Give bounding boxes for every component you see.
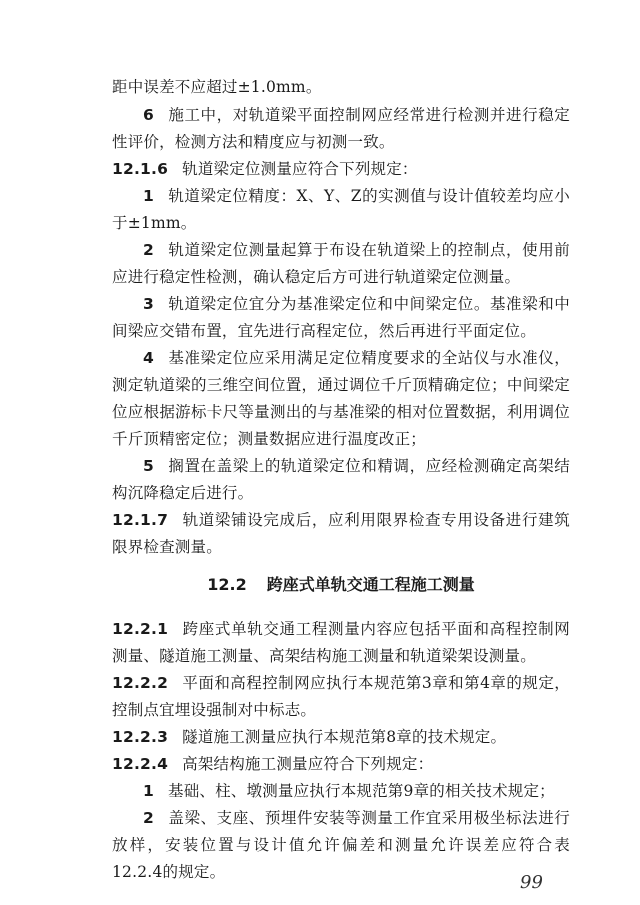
clause-number: 12.2.3 <box>112 728 169 746</box>
item-6 <box>112 102 570 156</box>
text-line: 距中误差不应超过±1.0mm。 <box>112 78 322 96</box>
item-1 <box>112 183 570 237</box>
item-number: 2 <box>143 241 154 259</box>
item-2 <box>112 237 570 291</box>
item-text: 搁置在盖梁上的轨道梁定位和精调，应经检测确定高架结构沉降稳定后进行。 <box>112 457 570 502</box>
clause-12-2-4 <box>112 751 570 778</box>
item-text: 轨道梁定位宜分为基准梁定位和中间梁定位。基准梁和中间梁应交错布置，宜先进行高程定位，然后再进行平面定位。 <box>112 295 570 340</box>
item-text: 轨道梁定位精度：X、Y、Z的实测值与设计值较差均应小于±1mm。 <box>112 187 570 232</box>
page-number: 99 <box>520 872 543 893</box>
clause-text: 隧道施工测量应执行本规范第8章的技术规定。 <box>182 728 507 746</box>
clause-12-1-7 <box>112 507 570 561</box>
item-text: 基准梁定位应采用满足定位精度要求的全站仪与水准仪，测定轨道梁的三维空间位置，通过调位千斤顶精确定位；中间梁定位应根据游标卡尺等量测出的与基准梁的相对位置数据，利用调位千斤顶精密定位；测量数据应进行温度改正； <box>112 349 570 448</box>
section-heading-12-2 <box>112 571 570 598</box>
sub-item-2 <box>112 805 570 886</box>
section-number: 12.2 <box>207 575 247 594</box>
clause-text: 高架结构施工测量应符合下列规定： <box>182 755 434 773</box>
clause-text: 平面和高程控制网应执行本规范第3章和第4章的规定，控制点宜埋设强制对中标志。 <box>112 674 570 719</box>
item-4 <box>112 345 570 453</box>
item-number: 6 <box>143 106 154 124</box>
clause-number: 12.1.6 <box>112 160 169 178</box>
item-number: 1 <box>143 782 154 800</box>
clause-12-2-1 <box>112 616 570 670</box>
item-number: 5 <box>143 457 154 475</box>
item-text: 轨道梁定位测量起算于布设在轨道梁上的控制点，使用前应进行稳定性检测，确认稳定后方可进行轨道梁定位测量。 <box>112 241 570 286</box>
item-text: 盖梁、支座、预埋件安装等测量工作宜采用极坐标法进行放样，安装位置与设计值允许偏差和测量允许误差应符合表12.2.4的规定。 <box>112 809 570 881</box>
clause-number: 12.2.2 <box>112 674 169 692</box>
item-text: 基础、柱、墩测量应执行本规范第9章的相关技术规定； <box>168 782 555 800</box>
clause-12-1-6 <box>112 156 570 183</box>
clause-number: 12.2.4 <box>112 755 169 773</box>
item-number: 2 <box>143 809 154 827</box>
item-number: 1 <box>143 187 154 205</box>
item-text: 施工中，对轨道梁平面控制网应经常进行检测并进行稳定性评价，检测方法和精度应与初测一致。 <box>112 106 570 151</box>
paragraph-continuation <box>112 74 570 101</box>
item-number: 3 <box>143 295 154 313</box>
item-3 <box>112 291 570 345</box>
clause-text: 轨道梁定位测量应符合下列规定： <box>182 160 418 178</box>
clause-text: 轨道梁铺设完成后，应利用限界检查专用设备进行建筑限界检查测量。 <box>112 511 570 556</box>
clause-12-2-2 <box>112 670 570 724</box>
clause-12-2-3 <box>112 724 570 751</box>
item-5 <box>112 453 570 507</box>
item-number: 4 <box>143 349 154 367</box>
clause-text: 跨座式单轨交通工程测量内容应包括平面和高程控制网测量、隧道施工测量、高架结构施工测量和轨道梁架设测量。 <box>112 620 570 665</box>
sub-item-1 <box>112 778 582 805</box>
section-title: 跨座式单轨交通工程施工测量 <box>266 575 475 594</box>
clause-number: 12.2.1 <box>112 620 169 638</box>
clause-number: 12.1.7 <box>112 511 169 529</box>
